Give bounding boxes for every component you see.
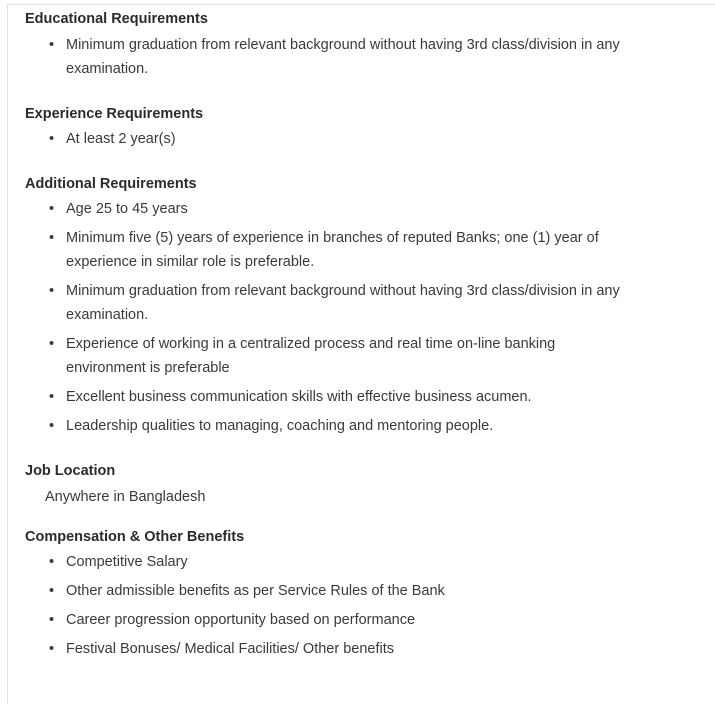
bullet-icon: •	[49, 418, 55, 434]
bullet-icon: •	[49, 283, 55, 299]
educational-requirement-item: Minimum graduation from relevant background without having 3rd class/division in any examination.	[66, 37, 620, 77]
additional-requirement-item: Minimum five (5) years of experience in branches of reputed Banks; one (1) year of experience in similar role is preferable.	[66, 230, 599, 270]
experience-requirements-heading: Experience Requirements	[25, 106, 204, 122]
benefit-item: Competitive Salary	[66, 554, 188, 570]
bullet-icon: •	[49, 201, 55, 217]
additional-requirement-item: Age 25 to 45 years	[66, 201, 188, 217]
benefit-item: Career progression opportunity based on performance	[66, 612, 416, 628]
bullet-icon: •	[49, 641, 55, 657]
compensation-benefits-heading: Compensation & Other Benefits	[25, 529, 245, 545]
bullet-icon: •	[49, 583, 55, 599]
bullet-icon: •	[49, 336, 55, 352]
bullet-icon: •	[49, 230, 55, 246]
job-location-heading: Job Location	[25, 463, 116, 479]
benefit-item: Festival Bonuses/ Medical Facilities/ Other benefits	[66, 641, 394, 657]
bullet-icon: •	[49, 389, 55, 405]
additional-requirement-item: Experience of working in a centralized process and real time on-line banking environment is preferable	[66, 336, 556, 376]
bullet-icon: •	[49, 612, 55, 628]
experience-requirement-item: At least 2 year(s)	[66, 131, 176, 147]
job-location-value: Anywhere in Bangladesh	[45, 489, 206, 505]
bullet-icon: •	[49, 131, 55, 147]
bullet-icon: •	[49, 554, 55, 570]
additional-requirement-item: Minimum graduation from relevant background without having 3rd class/division in any examination.	[66, 283, 620, 323]
additional-requirement-item: Leadership qualities to managing, coaching and mentoring people.	[66, 418, 494, 434]
additional-requirement-item: Excellent business communication skills with effective business acumen.	[66, 389, 532, 405]
educational-requirements-heading: Educational Requirements	[25, 11, 208, 27]
benefit-item: Other admissible benefits as per Service Rules of the Bank	[66, 583, 445, 599]
bullet-icon: •	[49, 37, 55, 53]
additional-requirements-heading: Additional Requirements	[25, 176, 197, 192]
